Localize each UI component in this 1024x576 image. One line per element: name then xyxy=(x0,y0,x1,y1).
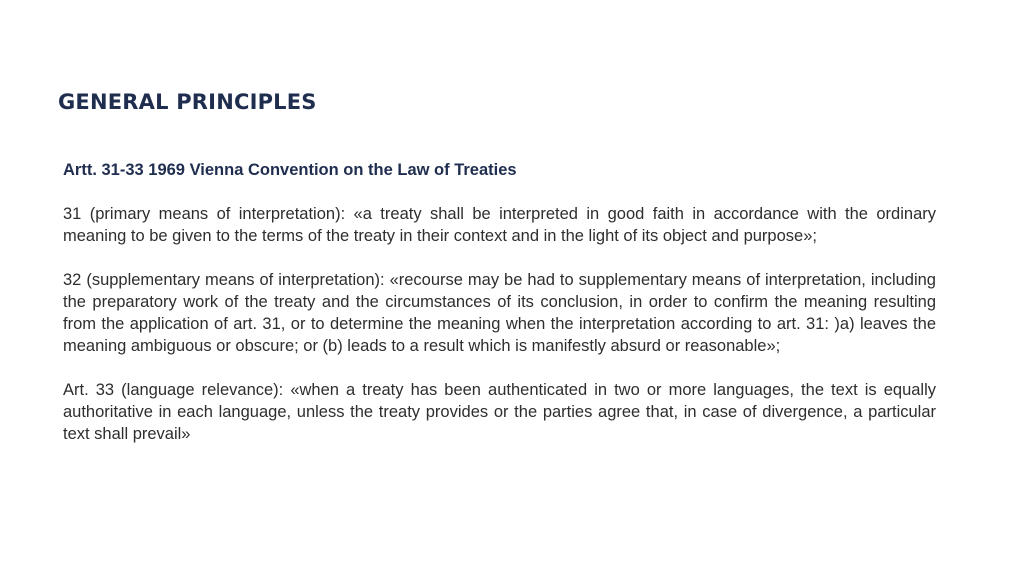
article-33-paragraph: Art. 33 (language relevance): «when a treaty has been authenticated in two or more languages, the text is equally authoritative in each language, unless the treaty provides or the parties agree that, in case of divergence, a particular text shall prevail» xyxy=(63,381,936,443)
slide-title: GENERAL PRINCIPLES xyxy=(58,90,317,114)
article-31-paragraph: 31 (primary means of interpretation): «a treaty shall be interpreted in good faith in accordance with the ordinary meaning to be given to the terms of the treaty in their context and in the light of its object and purpose»; xyxy=(63,205,936,245)
convention-subheading: Artt. 31-33 1969 Vienna Convention on the Law of Treaties xyxy=(63,161,517,179)
slide-content xyxy=(63,159,936,467)
article-32-paragraph: 32 (supplementary means of interpretation): «recourse may be had to supplementary means of interpretation, including the preparatory work of the treaty and the circumstances of its conclusion, in order to confirm the meaning resulting from the application of art. 31, or to determine the meaning when the interpretation according to art. 31: )a) leaves the meaning ambiguous or obscure; or (b) leads to a result which is manifestly absurd or reasonable»; xyxy=(63,271,936,355)
